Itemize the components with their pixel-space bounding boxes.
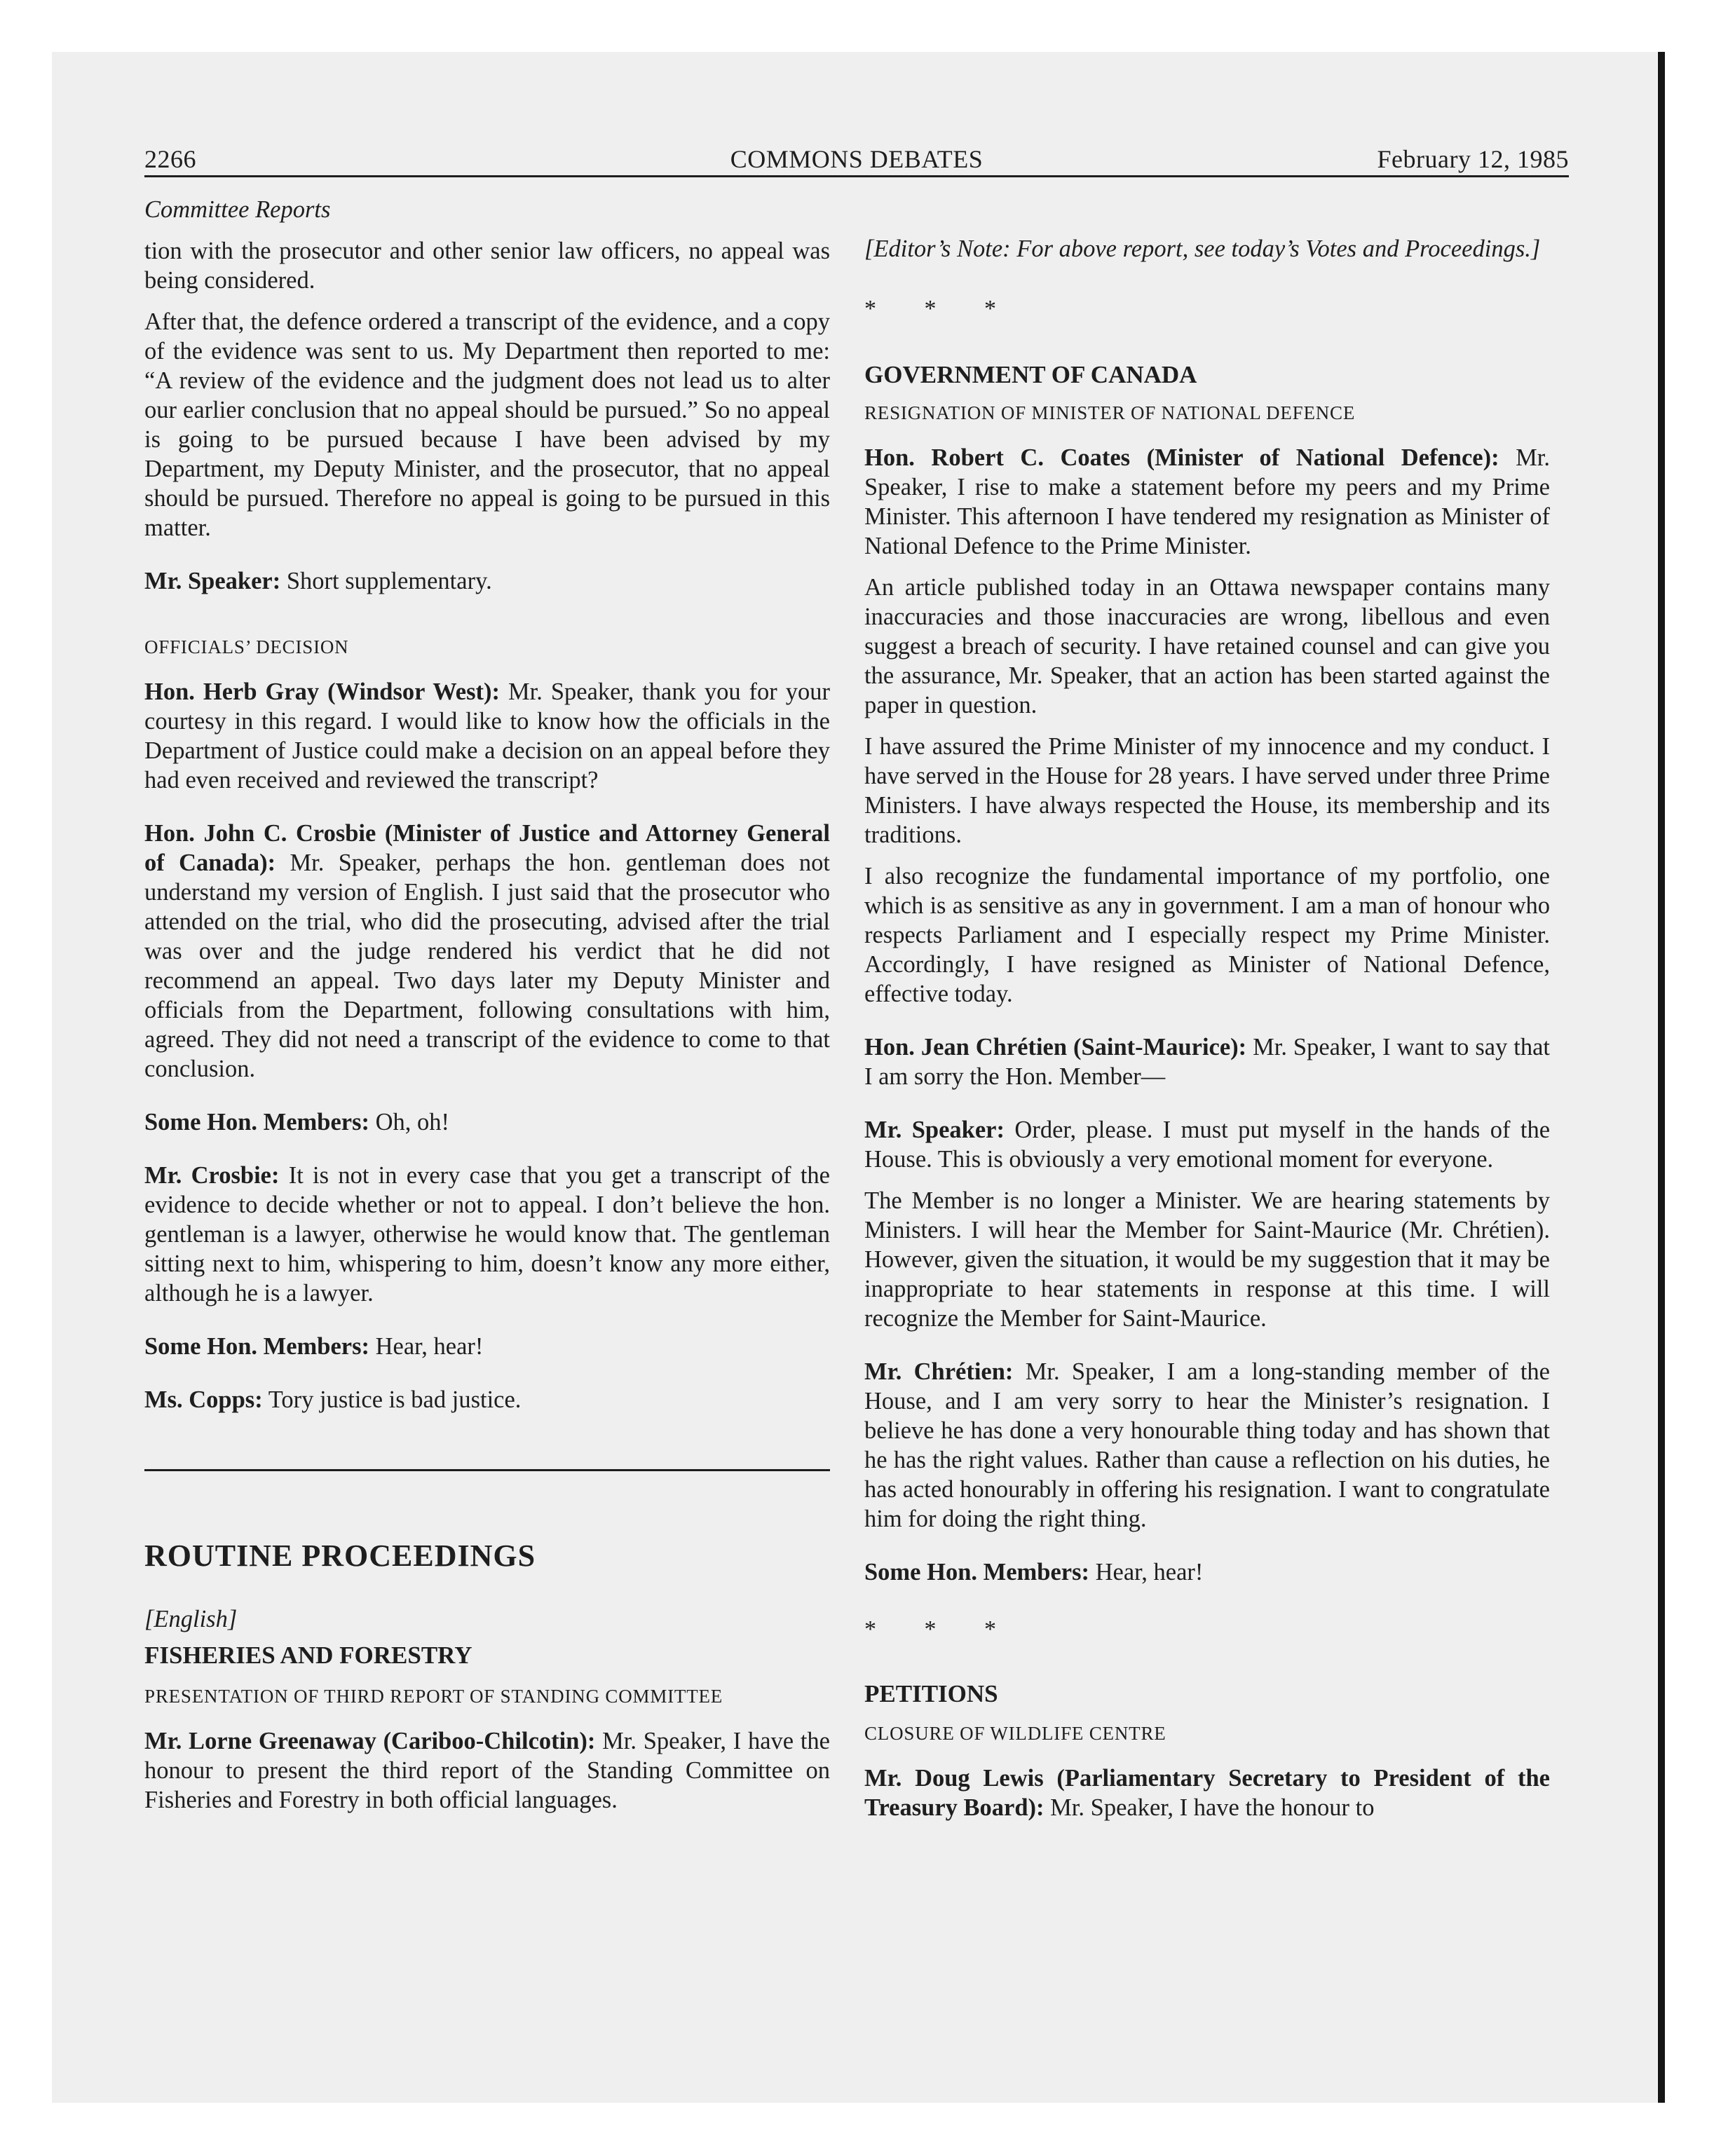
section-heading: PETITIONS — [864, 1680, 998, 1707]
speech — [864, 443, 1550, 561]
speaker-name: Hon. Herb Gray (Windsor West): — [144, 678, 500, 705]
speech-text: Mr. Speaker, I am a long-standing member of the House, and I am very sorry to hear the Minister’s resignation. I believe he has done a very honourable thing today and has shown that he has the right values. Rather than cause a reflection on his duties, he has acted honourably in offering his resignation. I want to congratulate him for doing the right thing. — [864, 1358, 1550, 1532]
left-column — [144, 195, 830, 1815]
right-column — [864, 195, 1550, 1822]
speech-text: Short supplementary. — [280, 568, 492, 594]
speech-text: Mr. Speaker, I want to say that I am sorry the Hon. Member— — [864, 1034, 1550, 1090]
speech-text: Hear, hear! — [1089, 1559, 1204, 1585]
subheading: PRESENTATION OF THIRD REPORT OF STANDING COMMITTEE — [144, 1686, 723, 1707]
speaker-name: Mr. Speaker: — [144, 568, 281, 594]
subsection-heading: FISHERIES AND FORESTRY — [144, 1642, 472, 1669]
publication-date: February 12, 1985 — [1377, 145, 1569, 173]
speech — [144, 677, 830, 795]
section-heading: GOVERNMENT OF CANADA — [864, 361, 1197, 388]
speech-text: Order, please. I must put myself in the hands of the House. This is obviously a very emotional moment for everyone. — [864, 1117, 1551, 1173]
scan-edge — [1658, 52, 1665, 2103]
section-separator: * * * — [864, 1616, 1017, 1642]
speaker-name: Hon. John C. Crosbie (Minister of Justice and Attorney General of Canada): — [144, 820, 830, 876]
paragraph: After that, the defence ordered a transcript of the evidence, and a copy of the evidence was sent to us. My Department then reported to me: “A review of the evidence and the judgment does not lead us to alter our earlier conclusion that no appeal should be pursued.” So no appeal is going to be pursued because I have been advised by my Department, my Deputy Minister, and the prosecutor, that no appeal should be pursued. Therefore no appeal is going to be pursued in this matter. — [144, 308, 830, 541]
speech-text: Tory justice is bad justice. — [262, 1386, 522, 1413]
speech-text: Mr. Speaker, thank you for your courtesy in this regard. I would like to know how the officials in the Department of Justice could make a decision on an appeal before they had even received and reviewed the transcript? — [144, 678, 831, 793]
speech-text: Mr. Speaker, I rise to make a statement before my peers and my Prime Minister. This afternoon I have tendered my resignation as Minister of National Defence to the Prime Minister. — [864, 444, 1550, 559]
speech — [864, 1557, 1550, 1587]
speaker-name: Hon. Robert C. Coates (Minister of National Defence): — [864, 444, 1499, 471]
running-header — [144, 144, 1569, 175]
speaker-name: Some Hon. Members: — [144, 1109, 369, 1135]
subheading: RESIGNATION OF MINISTER OF NATIONAL DEFENCE — [864, 402, 1356, 423]
speaker-name: Some Hon. Members: — [144, 1333, 369, 1360]
editors-note: [Editor’s Note: For above report, see today’s Votes and Proceedings.] — [864, 236, 1541, 262]
paragraph: An article published today in an Ottawa newspaper contains many inaccuracies and those inaccuracies are wrong, libellous and even suggest a breach of security. I have retained counsel and can give you the assurance, Mr. Speaker, that an action has been started against the paper in question. — [864, 574, 1550, 718]
paragraph: The Member is no longer a Minister. We are hearing statements by Ministers. I will hear the Member for Saint-Maurice (Mr. Chrétien). However, given the situation, it would be my suggestion that it may be inappropriate to hear statements in response at this time. I will recognize the Member for Saint-Maurice. — [864, 1187, 1550, 1332]
speaker-name: Hon. Jean Chrétien (Saint-Maurice): — [864, 1034, 1247, 1060]
speaker-name: Some Hon. Members: — [864, 1559, 1089, 1585]
speech — [864, 1357, 1550, 1534]
speech-text: It is not in every case that you get a transcript of the evidence to decide whether or not to appeal. I don’t believe the hon. gentleman is a lawyer, otherwise he would know that. The gentleman sitting next to him, whispering to him, doesn’t know any more either, although he is a lawyer. — [144, 1162, 830, 1306]
speaker-name: Mr. Speaker: — [864, 1117, 1005, 1143]
speech — [144, 1726, 830, 1815]
paragraph: I also recognize the fundamental importance of my portfolio, one which is as sensitive as any in government. I am a man of honour who respects Parliament and I especially respect my Prime Minister. Accordingly, I have resigned as Minister of National Defence, effective today. — [864, 863, 1550, 1007]
paragraph: I have assured the Prime Minister of my innocence and my conduct. I have served in the House for 28 years. I have served under three Prime Ministers. I have always respected the House, its membership and its traditions. — [864, 733, 1550, 848]
speech — [144, 1161, 830, 1308]
speech — [144, 566, 830, 596]
speech — [864, 1115, 1550, 1174]
speech — [144, 1332, 830, 1361]
page-number: 2266 — [144, 145, 196, 173]
speech-text: Mr. Speaker, perhaps the hon. gentleman does not understand my version of English. I just said that the prosecutor who attended on the trial, who did the prosecuting, advised after the trial was over and the judge rendered his verdict that he did not recommend an appeal. Two days later my Deputy Minister and officials from the Department, following consultations with him, agreed. They did not need a transcript of the evidence to come to that conclusion. — [144, 850, 830, 1082]
language-tag: [English] — [144, 1606, 238, 1632]
speaker-name: Mr. Lorne Greenaway (Cariboo-Chilcotin): — [144, 1728, 596, 1754]
speech-text: Oh, oh! — [369, 1109, 450, 1135]
speaker-name: Mr. Doug Lewis (Parliamentary Secretary to President of the Treasury Board): — [864, 1765, 1550, 1821]
speech — [864, 1763, 1550, 1822]
section-divider — [144, 1469, 830, 1471]
header-rule — [144, 175, 1569, 177]
speech — [144, 1107, 830, 1137]
speech — [864, 1032, 1550, 1091]
speech-text: Mr. Speaker, I have the honour to present the third report of the Standing Committee on Fisheries and Forestry in both official languages. — [144, 1728, 830, 1813]
section-heading: ROUTINE PROCEEDINGS — [144, 1538, 536, 1573]
speech — [144, 819, 830, 1084]
paragraph: tion with the prosecutor and other senior law officers, no appeal was being considered. — [144, 238, 830, 294]
subheading: OFFICIALS’ DECISION — [144, 636, 349, 657]
speaker-name: Mr. Crosbie: — [144, 1162, 280, 1189]
speech-text: Mr. Speaker, I have the honour to — [1044, 1794, 1375, 1821]
speech-text: Hear, hear! — [369, 1333, 484, 1360]
section-label: Committee Reports — [144, 196, 331, 223]
subheading: CLOSURE OF WILDLIFE CENTRE — [864, 1723, 1166, 1744]
speaker-name: Mr. Chrétien: — [864, 1358, 1014, 1385]
section-separator: * * * — [864, 296, 1017, 322]
publication-title: COMMONS DEBATES — [730, 145, 984, 173]
speech — [144, 1385, 830, 1414]
speaker-name: Ms. Copps: — [144, 1386, 263, 1413]
